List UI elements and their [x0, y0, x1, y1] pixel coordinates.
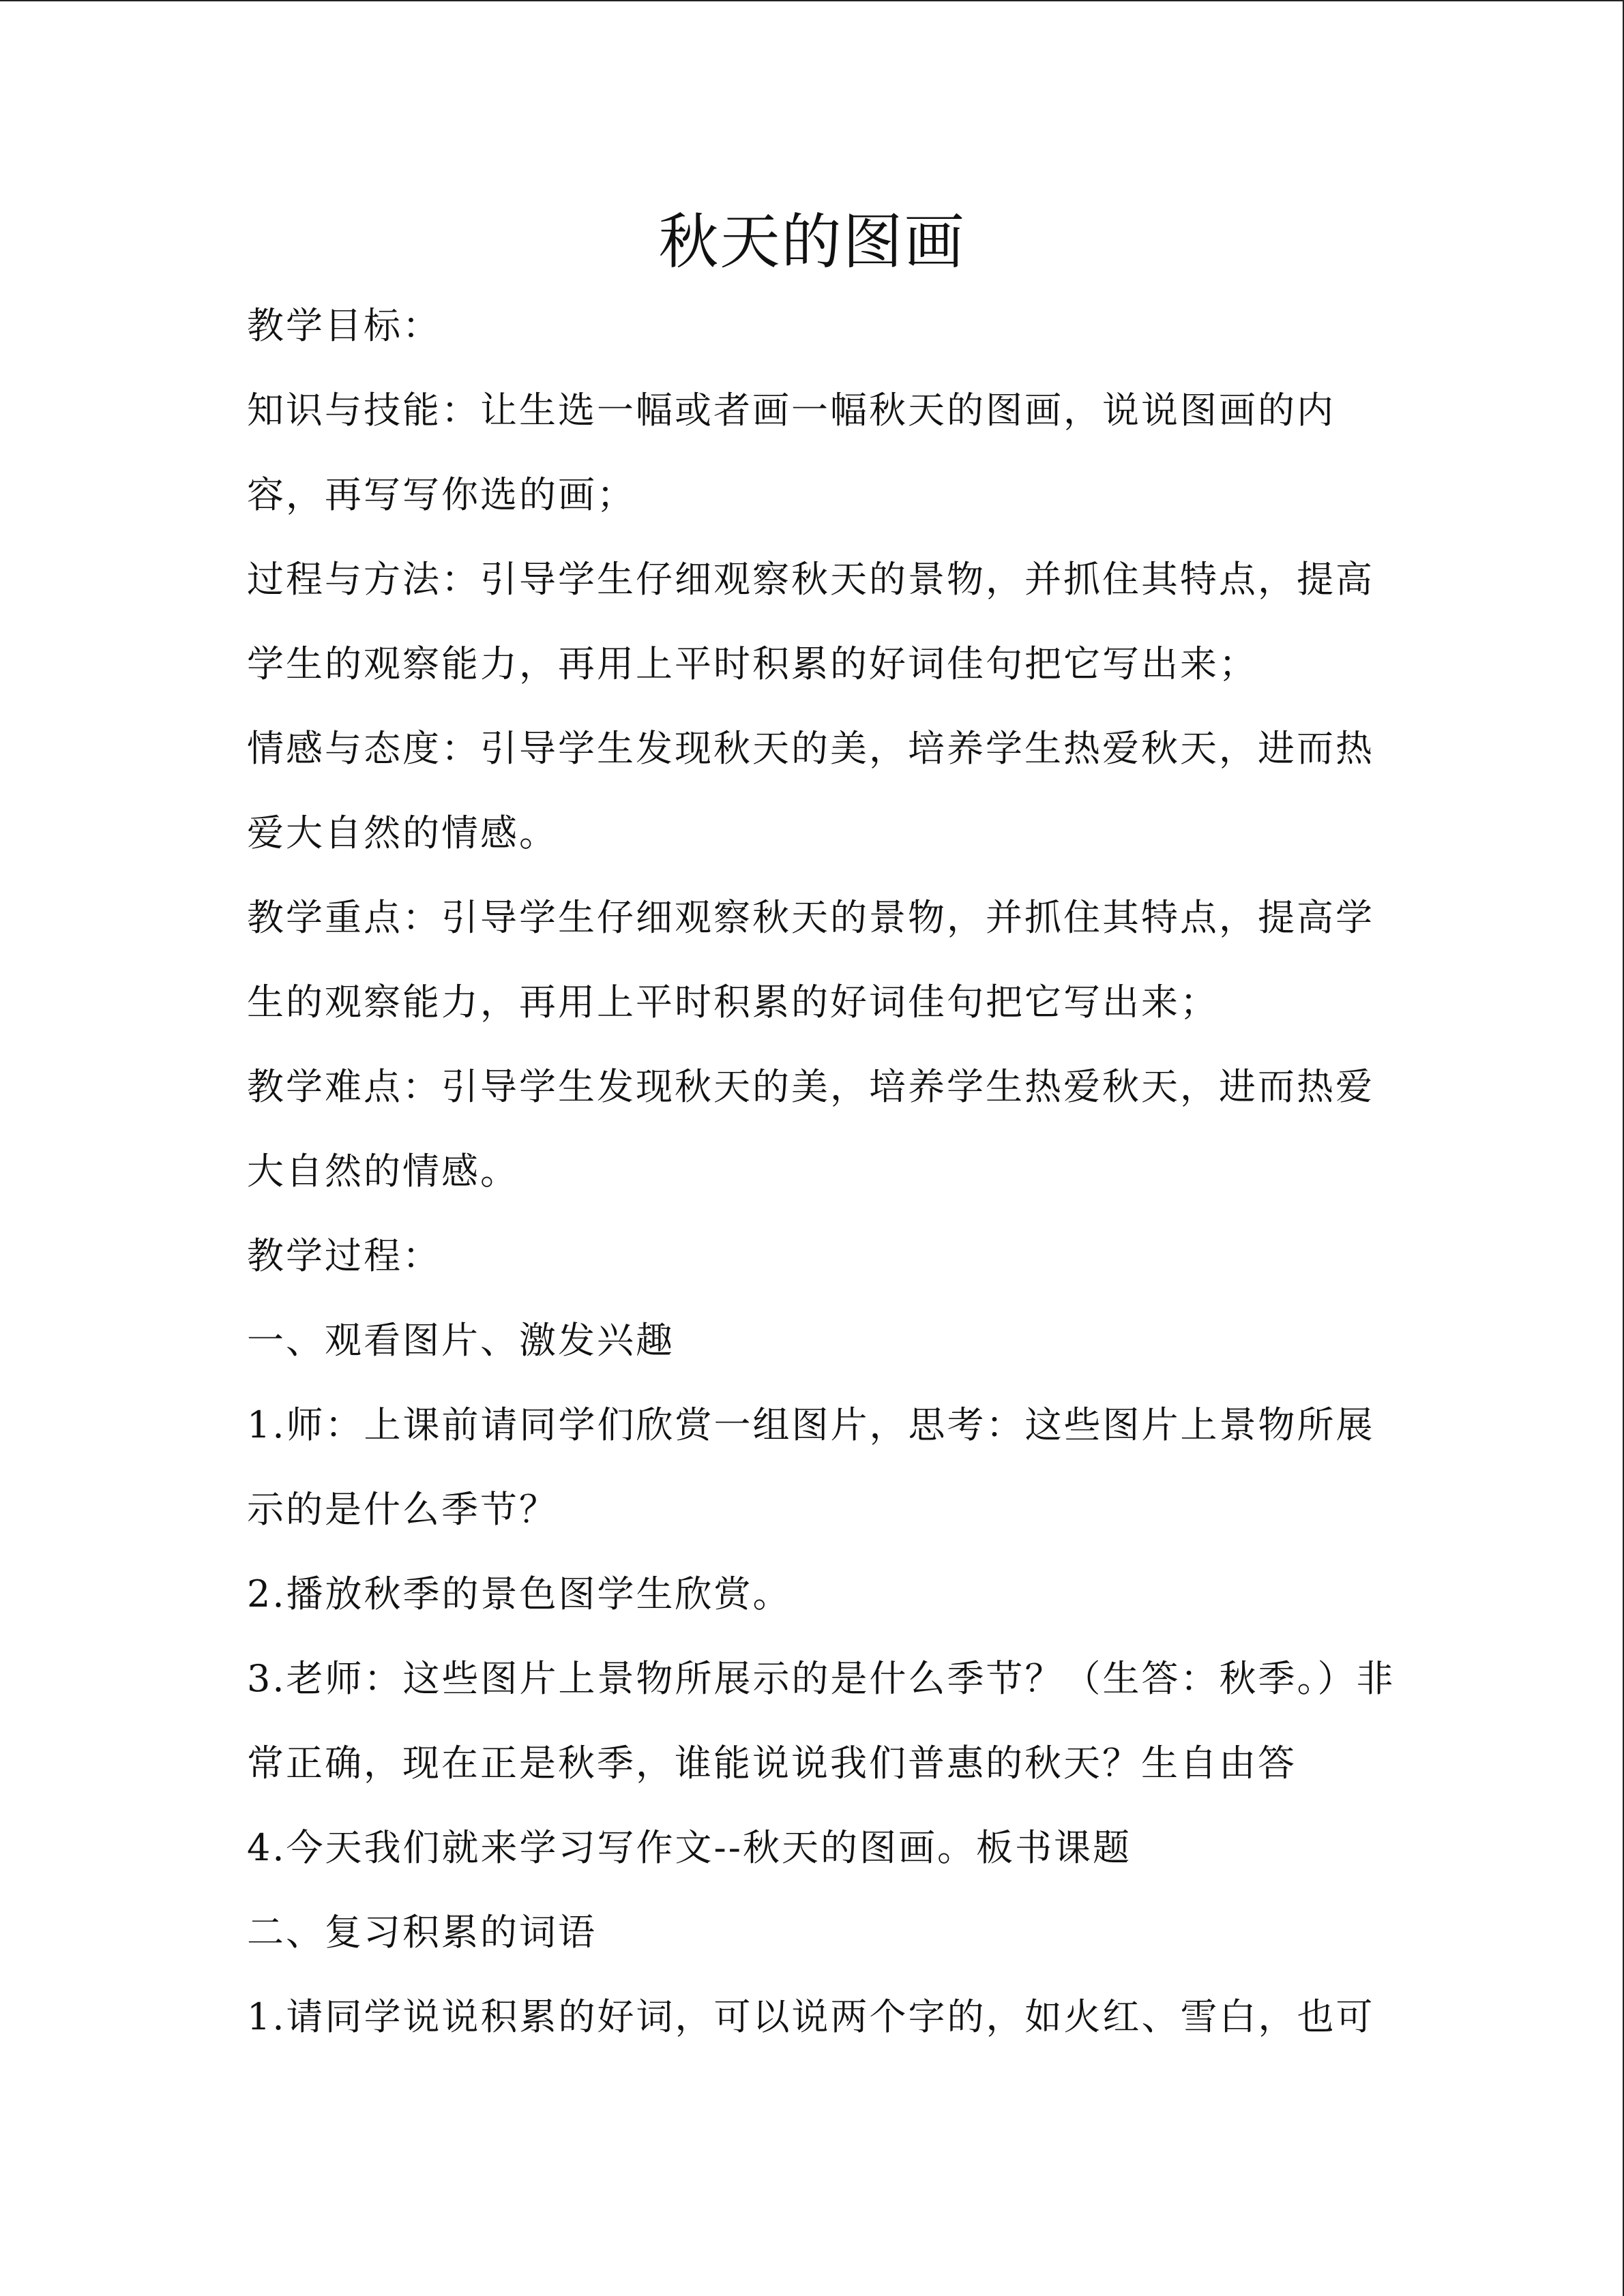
heading-teaching-process: 教学过程： — [247, 1234, 441, 1277]
paragraph-line: 常正确，现在正是秋季，谁能说说我们普惠的秋天？生自由答 — [247, 1742, 1297, 1785]
paragraph-line: 情感与态度：引导学生发现秋天的美，培养学生热爱秋天，进而热 — [247, 727, 1374, 770]
paragraph-line: 容，再写写你选的画； — [247, 473, 636, 516]
paragraph-line: 教学难点：引导学生发现秋天的美，培养学生热爱秋天，进而热爱 — [247, 1065, 1374, 1108]
section-heading: 一、观看图片、激发兴趣 — [247, 1319, 675, 1362]
paragraph-line: 2.播放秋季的景色图学生欣赏。 — [247, 1572, 792, 1615]
paragraph-line: 过程与方法：引导学生仔细观察秋天的景物，并抓住其特点，提高 — [247, 558, 1374, 601]
paragraph-line: 1.请同学说说积累的好词，可以说两个字的，如火红、雪白，也可 — [247, 1995, 1375, 2038]
paragraph-line: 3.老师：这些图片上景物所展示的是什么季节？（生答：秋季。）非 — [247, 1657, 1396, 1700]
heading-teaching-goals: 教学目标： — [247, 304, 441, 347]
paragraph-line: 1.师：上课前请同学们欣赏一组图片，思考：这些图片上景物所展 — [247, 1403, 1375, 1446]
paragraph-line: 知识与技能：让生选一幅或者画一幅秋天的图画，说说图画的内 — [247, 389, 1335, 432]
paragraph-line: 示的是什么季节？ — [247, 1488, 558, 1531]
paragraph-line: 4.今天我们就来学习写作文--秋天的图画。板书课题 — [247, 1826, 1132, 1869]
paragraph-line: 教学重点：引导学生仔细观察秋天的景物，并抓住其特点，提高学 — [247, 896, 1374, 939]
paragraph-line: 大自然的情感。 — [247, 1150, 519, 1193]
paragraph-line: 学生的观察能力，再用上平时积累的好词佳句把它写出来； — [247, 642, 1258, 685]
paragraph-line: 爱大自然的情感。 — [247, 811, 558, 854]
section-heading: 二、复习积累的词语 — [247, 1911, 597, 1954]
paragraph-line: 生的观察能力，再用上平时积累的好词佳句把它写出来； — [247, 981, 1219, 1024]
document-title: 秋天的图画 — [658, 207, 966, 277]
